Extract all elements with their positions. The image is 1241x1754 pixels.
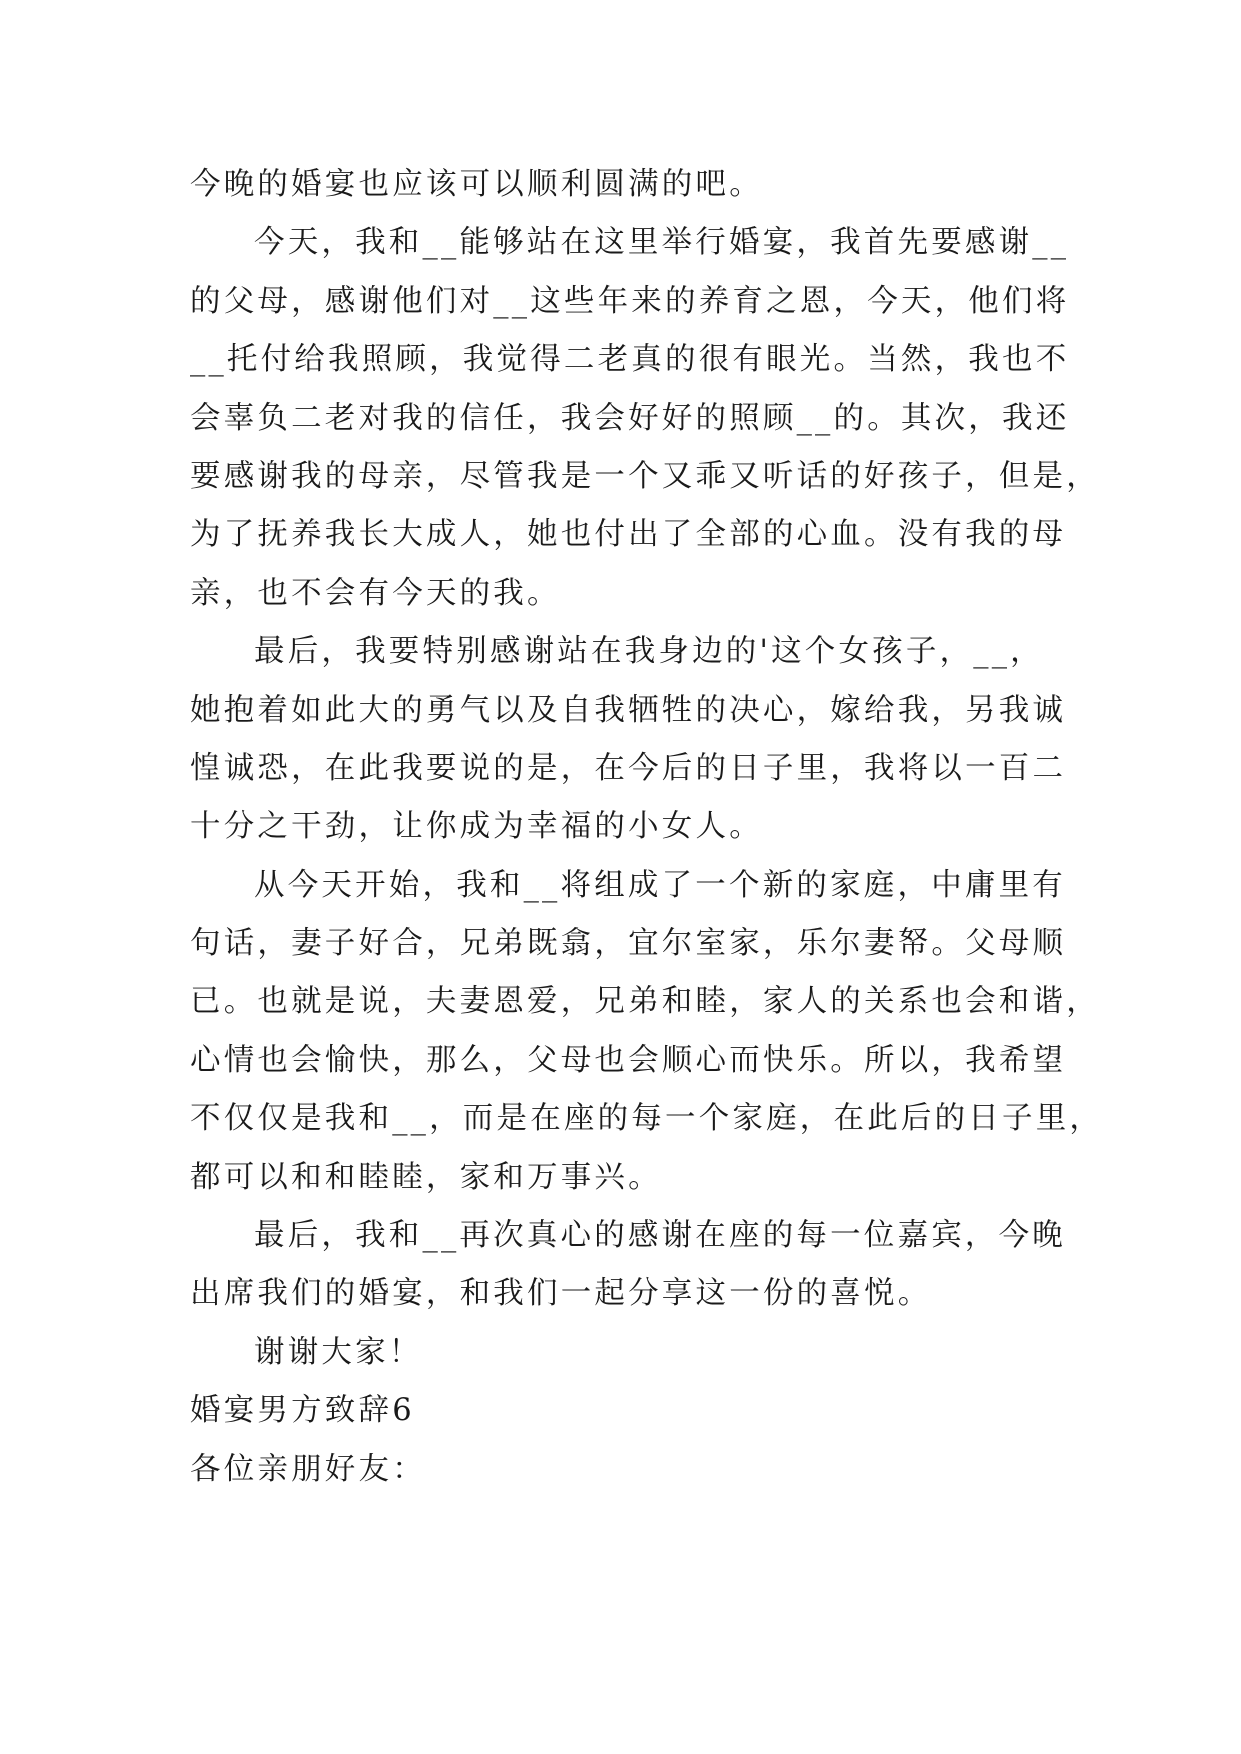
text-line: 十分之干劲，让你成为幸福的小女人。 [190,809,763,845]
paragraph-thank-you [190,1324,1060,1382]
text-line: 她抱着如此大的勇气以及自我牺牲的决心，嫁给我，另我诚 [190,692,1067,728]
text-line: 的父母，感谢他们对__这些年来的养育之恩，今天，他们将 [190,283,1070,319]
text-line: 亲，也不会有今天的我。 [190,575,561,611]
salutation-text: 各位亲朋好友： [190,1451,426,1487]
text-line: 今晚的婚宴也应该可以顺利圆满的吧。 [190,167,763,202]
text-line: 会辜负二老对我的信任，我会好好的照顾__的。其次，我还 [190,400,1070,436]
section-heading [190,1382,1060,1440]
section-heading-text: 婚宴男方致辞6 [190,1393,415,1429]
text-line: 最后，我和__再次真心的感谢在座的每一位嘉宾，今晚 [254,1218,1066,1254]
text-line: 惶诚恐，在此我要说的是，在今后的日子里，我将以一百二 [190,750,1067,786]
text-line: 都可以和和睦睦，家和万事兴。 [190,1159,662,1195]
text-line: 最后，我要特别感谢站在我身边的'这个女孩子，__， [254,634,1044,670]
text-line: 要感谢我的母亲，尽管我是一个又乖又听话的好孩子，但是， [190,458,1100,494]
text-line: 为了抚养我长大成人，她也付出了全部的心血。没有我的母 [190,517,1067,553]
paragraph-thanks-parents [190,214,1100,623]
paragraph-thanks-bride [190,623,1067,857]
paragraph-new-family [190,857,1104,1207]
text-line: 已。也就是说，夫妻恩爱，兄弟和睦，家人的关系也会和谐， [190,984,1100,1020]
text-line: 今天，我和__能够站在这里举行婚宴，我首先要感谢__ [254,225,1070,261]
text-line: 句话，妻子好合，兄弟既翕，宜尔室家，乐尔妻帑。父母顺 [190,926,1067,962]
text-line: 心情也会愉快，那么，父母也会顺心而快乐。所以，我希望 [190,1042,1067,1078]
text-line: 从今天开始，我和__将组成了一个新的家庭，中庸里有 [254,867,1066,903]
text-line: 不仅仅是我和__，而是在座的每一个家庭，在此后的日子里， [190,1101,1104,1137]
text-line: 出席我们的婚宴，和我们一起分享这一份的喜悦。 [190,1276,932,1312]
document-body [190,156,1104,1499]
salutation [190,1441,1060,1499]
text-line: __托付给我照顾，我觉得二老真的很有眼光。当然，我也不 [190,342,1070,378]
text-line: 谢谢大家！ [254,1334,423,1370]
paragraph-thanks-guests [190,1207,1066,1324]
paragraph-continuation [190,156,1060,214]
